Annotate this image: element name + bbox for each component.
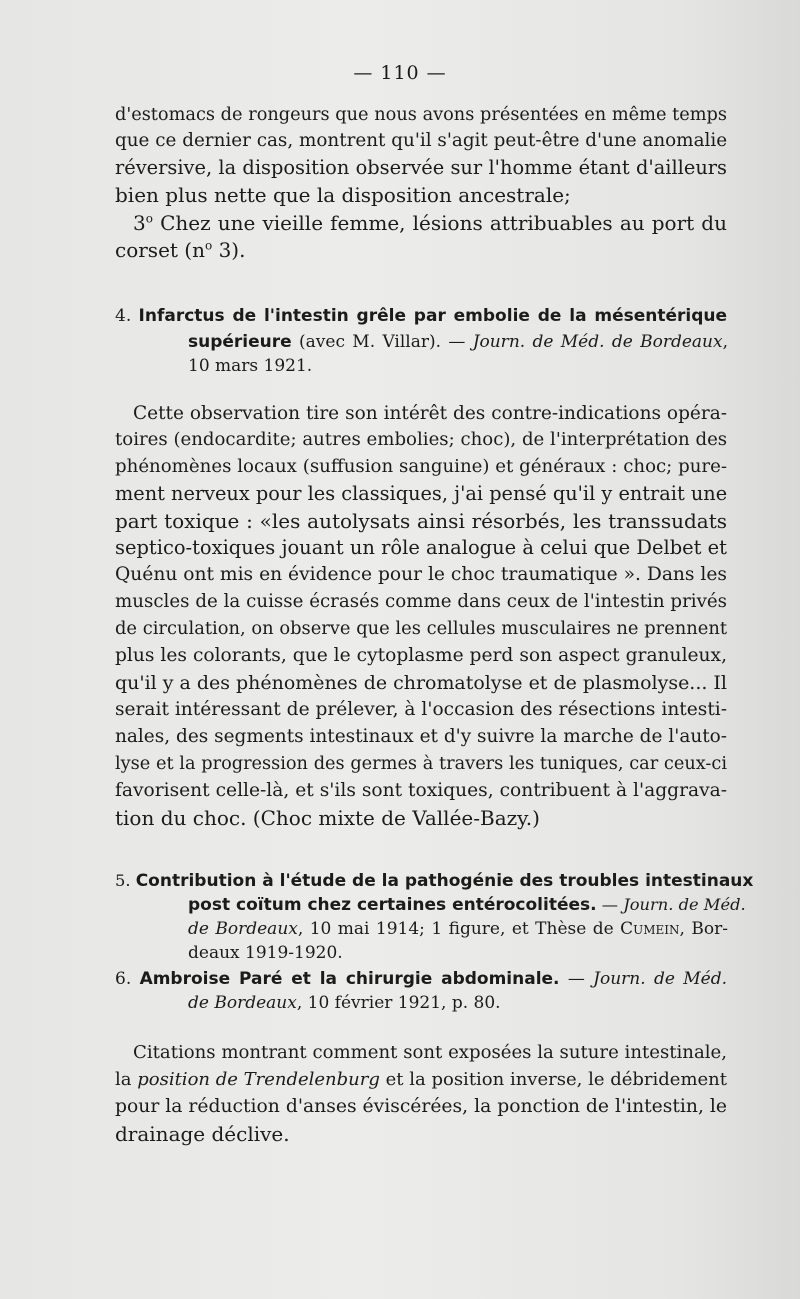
text-line bbox=[115, 966, 727, 992]
text-run: Journ. de Méd. de Bordeaux bbox=[472, 332, 723, 352]
text-run: supérieure bbox=[188, 332, 292, 352]
text-run: septico-toxiques jouant un rôle analogue à celui que Delbet et bbox=[115, 536, 727, 559]
text-line bbox=[188, 940, 728, 966]
text-line bbox=[115, 616, 727, 642]
text-run: nales, des segments intestinaux et d'y suivre la marche de l'auto- bbox=[115, 726, 727, 747]
text-line bbox=[115, 643, 727, 669]
text-run: o bbox=[204, 238, 213, 253]
text-run: que ce dernier cas, montrent qu'il s'agit peut-être d'une anomalie bbox=[115, 130, 728, 151]
text-run: muscles de la cuisse écrasés comme dans ceux de l'intestin privés bbox=[115, 591, 727, 612]
text-line bbox=[115, 868, 754, 894]
text-line bbox=[133, 210, 727, 236]
text-run: part toxique : «les autolysats ainsi résorbés, les transsudats bbox=[115, 509, 727, 533]
text-run: Quénu ont mis en évidence pour le choc traumatique ». Dans les bbox=[115, 564, 727, 585]
text-line bbox=[188, 329, 728, 355]
text-line bbox=[115, 724, 727, 750]
text-line bbox=[115, 102, 727, 128]
text-run: post coïtum chez certaines entérocolitées. bbox=[188, 895, 597, 915]
text-run: bien plus nette que la disposition ancestrale; bbox=[115, 183, 571, 207]
text-line bbox=[115, 481, 727, 507]
text-run: Contribution à l'étude de la pathogénie des troubles intestinaux bbox=[135, 871, 754, 891]
text-line bbox=[115, 1094, 727, 1120]
text-line bbox=[115, 1067, 727, 1093]
text-run: Journ. de Méd. bbox=[623, 895, 746, 914]
text-run: , 10 février 1921, p. 80. bbox=[296, 993, 501, 1013]
text-run: lyse et la progression des germes à travers les tuniques, car ceux-ci bbox=[115, 754, 727, 774]
text-run: favorisent celle-là, et s'ils sont toxiques, contribuent à l'aggrava- bbox=[115, 780, 727, 801]
text-line bbox=[115, 562, 727, 588]
text-line bbox=[115, 697, 727, 723]
text-line bbox=[115, 303, 727, 329]
text-run: , Bor- bbox=[679, 919, 728, 939]
text-run: deaux 1919-1920. bbox=[188, 943, 343, 963]
text-run: 6. bbox=[115, 969, 140, 989]
text-run: de Bordeaux bbox=[188, 919, 298, 939]
text-run: d'estomacs de rongeurs que nous avons présentées en même temps bbox=[115, 105, 727, 125]
text-line bbox=[133, 1040, 727, 1066]
text-run: serait intéressant de prélever, à l'occasion des résections intesti- bbox=[115, 699, 728, 720]
text-run: 3 bbox=[133, 211, 146, 235]
text-run: Chez une vieille femme, lésions attribuables au port du bbox=[152, 211, 727, 235]
text-line bbox=[188, 892, 746, 918]
text-line bbox=[115, 128, 727, 154]
text-run: tion du choc. (Choc mixte de Vallée-Bazy.) bbox=[115, 806, 540, 830]
text-run: Journ. de Méd. bbox=[593, 969, 728, 989]
text-run: phénomènes locaux (suffusion sanguine) et généraux : choc; pure- bbox=[115, 456, 727, 477]
text-line bbox=[188, 916, 728, 942]
text-line bbox=[188, 353, 728, 379]
text-line bbox=[115, 670, 727, 696]
text-run: corset (n bbox=[115, 238, 205, 262]
text-run: 4. bbox=[115, 306, 139, 326]
text-run: Ambroise Paré et la chirurgie abdominale. bbox=[139, 969, 560, 989]
text-run: toires (endocardite; autres embolies; choc), de l'interprétation des bbox=[115, 429, 728, 450]
text-line bbox=[115, 778, 727, 804]
text-run: réversive, la disposition observée sur l'homme étant d'ailleurs bbox=[115, 156, 727, 179]
page-number: — 110 — bbox=[353, 62, 447, 84]
text-line bbox=[115, 427, 727, 453]
text-line bbox=[115, 535, 727, 561]
text-run: plus les colorants, que le cytoplasme perd son aspect granuleux, bbox=[115, 645, 727, 666]
text-run: de Bordeaux bbox=[188, 993, 297, 1013]
text-line bbox=[115, 237, 727, 263]
text-run: qu'il y a des phénomènes de chromatolyse et de plasmolyse... Il bbox=[115, 672, 727, 694]
text-line bbox=[115, 751, 727, 777]
text-run: ment nerveux pour les classiques, j'ai pensé qu'il y entrait une bbox=[115, 482, 728, 505]
text-run: 3). bbox=[212, 238, 246, 262]
text-line bbox=[133, 401, 727, 427]
text-run: — bbox=[596, 895, 624, 914]
text-run: o bbox=[145, 211, 153, 226]
text-line bbox=[115, 454, 727, 480]
text-run: 5. bbox=[115, 871, 136, 890]
text-line bbox=[115, 1121, 727, 1147]
text-run: Cette observation tire son intérêt des contre-indications opéra- bbox=[133, 403, 727, 424]
text-line bbox=[188, 990, 728, 1016]
text-run: Infarctus de l'intestin grêle par embolie de la mésentérique bbox=[138, 306, 728, 326]
text-run: , bbox=[722, 332, 728, 352]
text-run: — bbox=[559, 969, 594, 989]
text-run: (avec M. Villar). — bbox=[291, 332, 473, 352]
text-run: de circulation, on observe que les cellules musculaires ne prennent bbox=[115, 618, 727, 639]
text-line bbox=[115, 589, 727, 615]
text-run: , 10 mai 1914; 1 figure, et Thèse de bbox=[297, 919, 621, 939]
text-line bbox=[115, 182, 727, 208]
text-run: la bbox=[115, 1069, 138, 1090]
text-run: position de Trendelenburg bbox=[137, 1069, 380, 1090]
text-run: Cumein bbox=[620, 919, 680, 939]
text-run: et la position inverse, le débridement bbox=[379, 1069, 727, 1090]
text-run: drainage déclive. bbox=[115, 1122, 290, 1146]
text-line bbox=[115, 805, 727, 831]
text-run: Citations montrant comment sont exposées la suture intestinale, bbox=[133, 1042, 727, 1063]
text-run: 10 mars 1921. bbox=[188, 356, 313, 376]
text-line bbox=[115, 155, 727, 181]
text-run: pour la réduction d'anses éviscérées, la ponction de l'intestin, le bbox=[115, 1096, 727, 1117]
text-line bbox=[115, 508, 727, 534]
